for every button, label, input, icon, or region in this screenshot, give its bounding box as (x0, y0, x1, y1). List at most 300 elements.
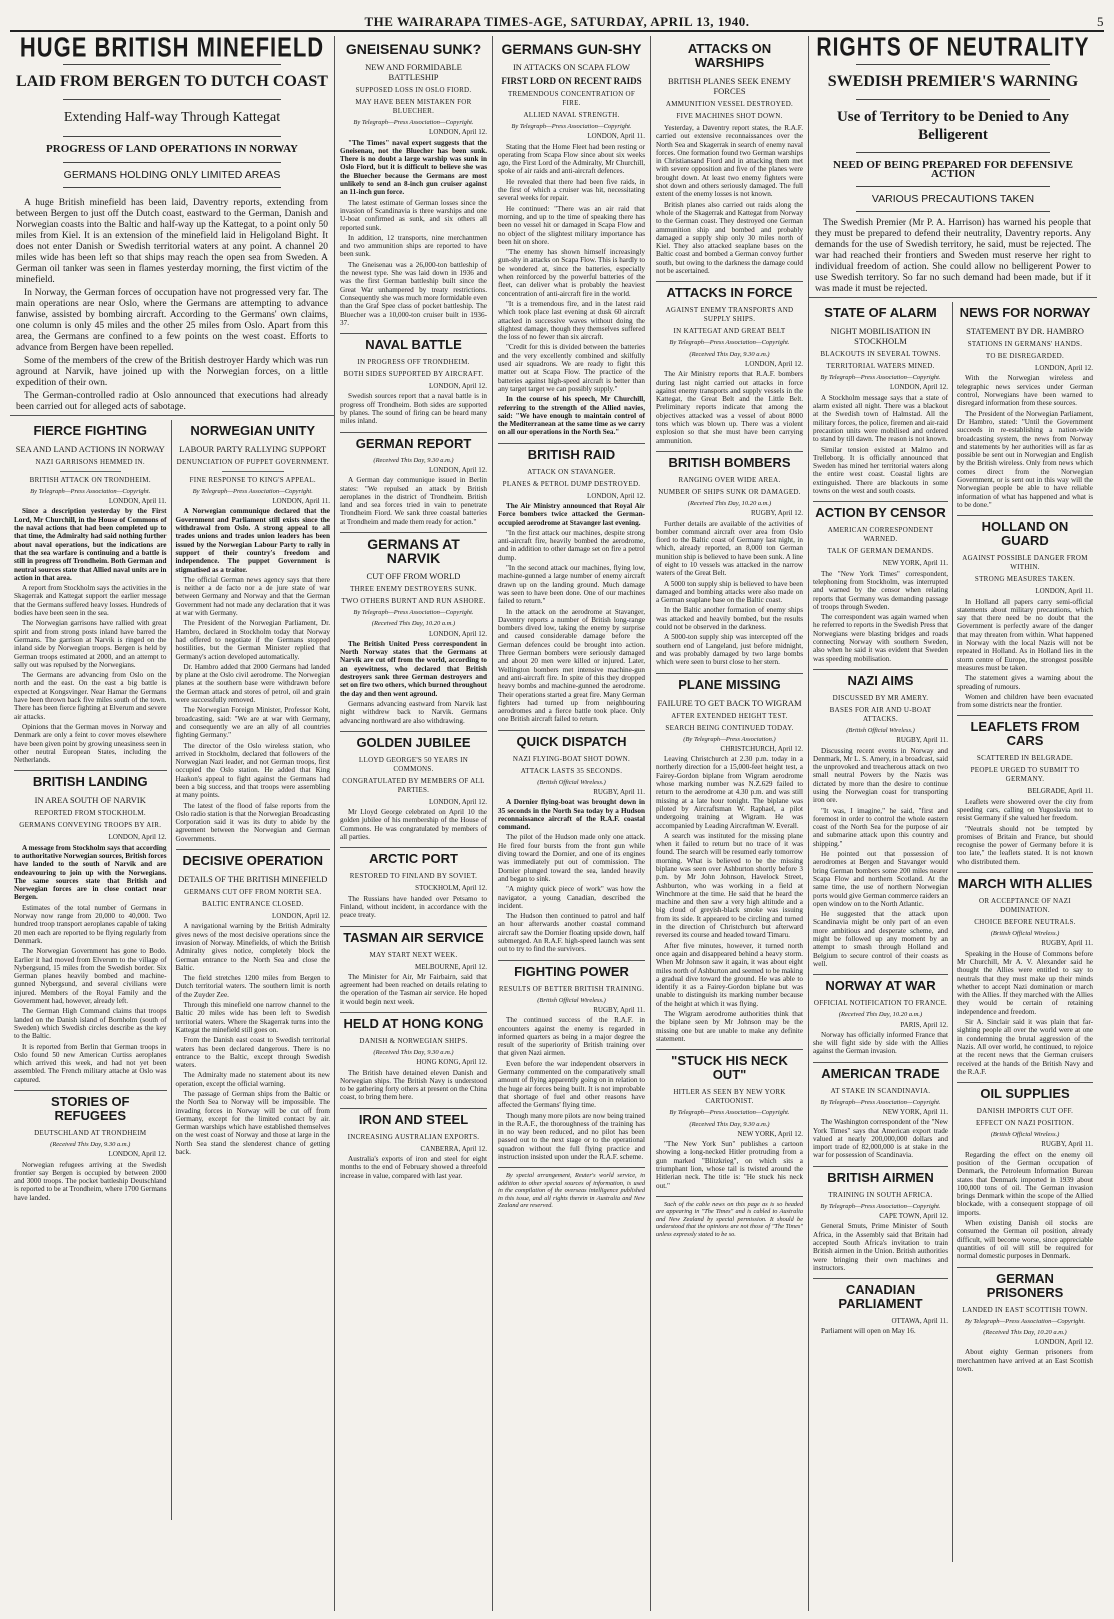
hongkong-sub1: DANISH & NORWEGIAN SHIPS. (359, 1037, 468, 1045)
dateline: NEW YORK, April 12. (737, 1129, 803, 1138)
article-british-airmen (813, 1171, 948, 1279)
paragraph: "A mighty quick piece of work" was how the navigator, a young Canadian, described the incident. (498, 885, 645, 910)
paragraph: After five minutes, however, it turned north once again and disappeared behind a heavy storm. When Mr Johnson saw it again, it was about eight miles north of Ashburton and seemed to be making a gradual dive toward the ground. He was able to identify it as a Fairey-Gordon biplane but was unable to distinguish its marking number because of the height at which it was flying. (656, 941, 803, 1008)
quick-sub1: NAZI FLYING-BOAT SHOT DOWN. (512, 754, 631, 763)
page-number: 5 (1097, 14, 1104, 29)
article-golden-jubilee (340, 736, 487, 848)
prisoners-sub1: LANDED IN EAST SCOTTISH TOWN. (962, 1305, 1088, 1314)
headline-trade: AMERICAN TRADE (821, 1065, 940, 1081)
paragraph: Parliament will open on May 16. (821, 1327, 916, 1336)
received: (Received This Day, 9.30 a.m.) (373, 1049, 454, 1056)
paragraph: The latest of the flood of false reports from the Oslo radio station is that the Norwegian Broadcasting Corporation said it was its duty to abide by the agreement between the Norwegian and German Governments. (175, 801, 330, 843)
rule (856, 64, 1049, 65)
dateline: RUGBY, April 11. (593, 1005, 645, 1014)
dateline: CAPE TOWN, April 12. (879, 1212, 948, 1221)
subcolumn-left (809, 302, 953, 1562)
article-minefield (10, 36, 334, 416)
decisive-sub3: BALTIC ENTRANCE CLOSED. (202, 900, 304, 909)
byline: By Telegraph—Press Association—Copyright. (669, 1109, 790, 1117)
article-attacks-in-force (656, 286, 803, 452)
paragraph: "The Times" naval expert suggests that the Gneisenau, not the Bluecher has been sunk. There is no doubt a large warship was sunk in Oslo Fiord, but it is difficult to believe she was the Bluecher because the Germans are most unlikely to send an 8-inch gun cruiser against an 11-inch gun force. (340, 138, 487, 197)
headline-canadian: CANADIAN PARLIAMENT (838, 1282, 923, 1312)
article-norwegian-unity (176, 424, 331, 850)
paragraph: Swedish sources report that a naval battle is in progress off Trondheim. Both sides are supported by planes. The sound of firing can be heard many miles inland. (340, 392, 487, 426)
article-british-bombers (656, 456, 803, 674)
minefield-sub1: LAID FROM BERGEN TO DUTCH COAST (16, 73, 328, 91)
byline: (British Official Wireless.) (990, 1131, 1060, 1139)
paragraph: The latest estimate of German losses since the invasion of Scandinavia is three warships and one U-boat confirmed as sunk, and six others all reported sunk. (340, 198, 487, 232)
paragraph: "Neutrals should not be tempted by promises of Britain and France, but should recognise the power of Germany before it is too late," the leaflets stated. It is not known who distributed them. (957, 824, 1093, 866)
fierce-sub1: SEA AND LAND ACTIONS IN NORWAY (15, 443, 165, 454)
paragraph: In Norway, the German forces of occupation have not progressed very far. The main operations are near Oslo, where the Germans are attempting to advance fanwise, assisted by bombing aircraft. According to the Germans' own claims, one column is only 45 miles and the other 25 miles from Oslo. Apart from this area, the Germans are confined to a few points on the west coast. Efforts to advance from Bergen have been repelled. (16, 287, 328, 353)
gunshy-sub3: TREMENDOUS CONCENTRATION OF FIRE. (507, 90, 636, 107)
gneisenau-sub2: SUPPOSED LOSS IN OSLO FIORD. (355, 86, 472, 94)
article-fierce-fighting (14, 424, 167, 772)
missing-sub3: SEARCH BEING CONTINUED TODAY. (665, 723, 794, 732)
masthead-title: THE WAIRARAPA TIMES-AGE, SATURDAY, APRIL 13, 1940. (364, 14, 750, 29)
dateline: LONDON, April 12. (272, 912, 330, 921)
paragraph: Though many more pilots are now being trained in the R.A.F., the thoroughness of the training has in no way been reduced, and no pilot has been passed out to the next stage or to the operational squadron without the full flying practice and instruction insisted upon under the R.A.F. scheme. (498, 1111, 645, 1161)
paragraph: Yesterday, a Daventry report states, the R.A.F. carried out extensive reconnaissances over the North Sea and Skagerrak in search of enemy naval forces. One formation found two German warships in Christiansand Fiord and in attacking them met with severe opposition and five of the planes were brought down. At least two enemy fighters were shot down and others seriously damaged. The full extent of the enemy losses is not known. (656, 124, 803, 199)
paragraph: The continued success of the R.A.F. in encounters against the enemy is regarded in informed quarters as being in a major degree the result of the superiority of British training over that given Nazi airmen. (498, 1016, 645, 1058)
byline: By Telegraph—Press Association—Copyright. (353, 608, 474, 616)
headline-censor: ACTION BY CENSOR (815, 505, 946, 521)
dateline: LONDON, April 12. (429, 382, 487, 391)
headline-nazi-aims: NAZI AIMS (847, 672, 914, 688)
columns (10, 36, 1104, 1611)
news-norway-sub2: STATIONS IN GERMANS' HANDS. (967, 340, 1083, 349)
byline: By Telegraph—Press Association—Copyright. (964, 1317, 1086, 1325)
paragraph: "The New York Sun" publishes a cartoon showing a long-necked Hitler protruding from a gun marked "Blitzkrieg", on which sits a triumphant lion, whose tail is twisted around the Hitlerian neck. The title is: "He stuck his neck out." (656, 1140, 803, 1190)
dateline: LONDON, April 11. (1035, 587, 1093, 596)
paragraph: Through this minefield one narrow channel to the Baltic 20 miles wide has been left to Swedish territorial waters. Where the Skagerrak turns into the Kattegat the minefield still goes on. (175, 1001, 330, 1034)
masthead (10, 8, 1104, 32)
paragraph: A German day communique issued in Berlin states: "We repulsed an attack by British aeroplanes in the district of Trondheim. British land and sea forces tried in vain to penetrate Trondheim Fiord. We sank three coastal batteries at Trondheim and made them ready for action." (340, 476, 487, 526)
paragraph: Sir A. Sinclair said it was plain that far-sighting people all over the world were at one in condemning the brutal aggression of the Nazis. All over world, he continued, to rejoice at the recent news that the German cruisers received at the hands of the British Navy and the R.A.F. (957, 1018, 1093, 1076)
byline: By Telegraph—Press Association—Copyright. (30, 487, 151, 495)
paragraph: Regarding the effect on the enemy oil position of the German occupation of Denmark, the Petroleum Information Bureau states that Denmark imported in 1939 about 100,000 tons of oil. The German invasion brings Denmark within the scope of the Allied blockade, with a consequent stoppage of oil imports. (957, 1150, 1093, 1217)
paragraph: Opinions that the German moves in Norway and Denmark are only a feint to cover moves elsewhere have been given point by growing uneasiness seen in other neutral European States, including the Netherlands. (14, 722, 167, 765)
fierce-sub3: BRITISH ATTACK ON TRONDHEIM. (29, 475, 151, 484)
dateline: CANBERRA, April 12. (420, 1144, 487, 1153)
article-oil-supplies (957, 1087, 1093, 1267)
missing-sub1: FAILURE TO GET BACK TO WIGRAM (657, 697, 802, 708)
neutrality-sub4: VARIOUS PRECAUTIONS TAKEN (871, 192, 1035, 205)
gunshy-sub2: FIRST LORD ON RECENT RAIDS (501, 76, 642, 86)
paragraph: The Washington correspondent of the "New York Times" says that American export trade valued at nearly 200,000,000 dollars and import trade of 82,000,000 is at stake in the war for possession of Scandinavia. (813, 1118, 948, 1160)
dateline: RUGBY, April 12. (751, 509, 803, 518)
headline-naval-battle: NAVAL BATTLE (365, 337, 462, 353)
article-germans-at-narvik (340, 537, 487, 732)
paragraph: By special arrangement, Reuter's world service, in addition to other special sources of information, is used in the compilation of the overseas intelligence published in this issue, and all rights therein in Australia and New Zealand are reserved. (498, 1172, 645, 1209)
dateline: LONDON, April 11. (108, 497, 167, 506)
rule (63, 64, 281, 65)
paragraph: "The enemy has shown himself increasingly gun-shy in attacks on Scapa Flow. This is hardly to be wondered at, since the batteries, especially when reinforced by the powerful batteries of the fleet, can deliver what is probably the heaviest concentration of anti-aircraft fire in the world. (498, 248, 645, 298)
landing-sub3: GERMANS CONVEYING TROOPS BY AIR. (19, 821, 162, 830)
byline: (British Official Wireless.) (990, 930, 1060, 938)
headline-leaflets: LEAFLETS FROM CARS (970, 719, 1080, 749)
holland-sub1: AGAINST POSSIBLE DANGER FROM WITHIN. (962, 554, 1088, 572)
paragraph: Mr Lloyd George celebrated on April 10 the golden jubilee of his membership of the House of Commons. He was congratulated by members of all parties. (340, 808, 487, 842)
article-naval-battle (340, 338, 487, 432)
dateline: LONDON, April 12. (108, 833, 167, 842)
headline-norwegian-unity: NORWEGIAN UNITY (190, 422, 316, 438)
paragraph: The British United Press correspondent in North Norway states that the Germans at Narvik are cut off from the world, according to an eyewitness, who declared that British destroyers sank three German destroyers and set on fire two others, which burned throughout the day and then went aground. (340, 639, 487, 698)
headline-airmen: BRITISH AIRMEN (827, 1169, 934, 1185)
paragraph: He suggested that the attack upon Scandinavia might be only part of an even more ambitious and desperate scheme, and might be followed up any moment by an attempt to smash through Holland and Belgium to secure control of their coasts as well. (813, 910, 948, 968)
leaflets-sub2: PEOPLE URGED TO SUBMIT TO GERMANY. (970, 766, 1080, 784)
dateline: RUGBY, April 11. (896, 736, 948, 745)
paragraph: A search was instituted for the missing plane when it failed to return but no trace of it was found. The search will be resumed early tomorrow morning. What is believed to be the missing biplane was seen over Ashburton shortly before 3 p.m. by Mr John Johnson, Havelock Street, Ashburton, who was working in a field at Winchmore at the time. He said that he heard the machine and then saw a very high altitude and a big cloud of greyish-black smoke was issuing from its side. It appeared to be circling and turned in the direction of Christchurch but afterward reversed its course and headed toward Timaru. (656, 831, 803, 940)
article-british-raid (498, 448, 645, 731)
byline: (British Official Wireless.) (537, 996, 606, 1004)
dateline: LONDON, April 11. (272, 497, 330, 506)
paragraph: Leaflets were showered over the city from speeding cars, calling on Yugoslavia not to resist Germany if she valued her freedom. (957, 797, 1093, 823)
article-german-prisoners (957, 1272, 1093, 1374)
alarm-sub1: NIGHT MOBILISATION IN STOCKHOLM (830, 326, 931, 347)
dateline: LONDON, April 12. (745, 359, 803, 368)
dateline: RUGBY, April 11. (1041, 939, 1093, 948)
narvik-sub1: CUT OFF FROM WORLD (366, 570, 461, 581)
subcolumn-right (953, 302, 1097, 1562)
article-tasman (340, 931, 487, 1013)
paragraph: The British have detained eleven Danish and Norwegian ships. The British Navy is understood to be gathering forty others at present on the China coast, to bring them here. (340, 1068, 487, 1102)
rule (856, 211, 1049, 212)
paragraph: When existing Danish oil stocks are consumed the German oil position, already difficult, will become worse, since appreciable quantities of oil will still be required for normal domestic purposes in Denmark. (957, 1219, 1093, 1261)
neutrality-sub3: NEED OF BEING PREPARED FOR DEFENSIVE ACTION (833, 159, 1073, 180)
paragraph: A Norwegian communique declared that the Government and Parliament still exists since the withdrawal from Oslo. A strong appeal to all trades unions and trades union leaders has been issued by the Norwegian Labour Party to rally in support of their country's freedom and independence. The puppet Government is stigmatised as a traitor. (175, 507, 330, 574)
headline-iron: IRON AND STEEL (358, 1111, 469, 1127)
headline-stuck: "STUCK HIS NECK OUT" (671, 1053, 788, 1083)
headline-refugees: STORIES OF REFUGEES (51, 1094, 130, 1123)
headline-fighting: FIGHTING POWER (514, 963, 629, 979)
norway-war-sub1: OFFICIAL NOTIFICATION TO FRANCE. (813, 999, 948, 1008)
headline-prisoners: GERMAN PRISONERS (986, 1270, 1064, 1300)
dateline: LONDON, April 12. (108, 1150, 167, 1159)
raid-sub1: ATTACK ON STAVANGER. (527, 467, 616, 476)
minefield-sub2: Extending Half-way Through Kattegat (63, 110, 281, 126)
paragraph: The pilot of the Hudson made only one attack. He fired four bursts from the front gun while diving toward the Dornier, and one of its engines was immediately put out of commission. The Dornier plunged toward the sea, landed heavily and began to sink. (498, 833, 645, 883)
headline-norway-war: NORWAY AT WAR (825, 978, 936, 994)
column-gunshy (493, 36, 651, 1611)
headline-decisive-operation: DECISIVE OPERATION (182, 853, 324, 869)
dateline: LONDON, April 12. (429, 797, 487, 806)
article-decisive-operation (176, 854, 331, 1156)
dateline: CHRISTCHURCH, April 12. (720, 744, 803, 753)
received: (Received This Day, 9.30 a.m.) (689, 1120, 770, 1128)
paragraph: The field stretches 1200 miles from Bergen to Dutch territorial waters. The southern limit is north of the Zuyder Zee. (175, 974, 330, 999)
byline: By Telegraph—Press Association—Copyright. (669, 339, 790, 347)
paragraph: Some of the members of the crew of the British destroyer Hardy which was run aground at Narvik, have joined up with the Norwegian forces, on a little expedition of their own. (16, 355, 328, 388)
article-gneisenau (340, 42, 487, 334)
column-warships (651, 36, 809, 1611)
censor-sub2: TALK OF GERMAN DEMANDS. (827, 547, 934, 556)
iron-sub1: INCREASING AUSTRALIAN EXPORTS. (347, 1132, 480, 1141)
article-state-of-alarm (813, 306, 948, 502)
paragraph: In the Baltic another formation of enemy ships was attacked and heavily bombed, but the results could not be observed in the darkness. (656, 606, 803, 632)
footnote-times (656, 1201, 803, 1238)
subcolumn-left (10, 420, 172, 1520)
paragraph: The director of the Oslo wireless station, who arrived in Stockholm, declared that followers of the Norwegian Nazi leader, and not German troops, first occupied the Oslo station. He added that King Haakon's appeal to fight against the Germans had been a big success, and that troops were assembling at many points. (175, 741, 330, 800)
paragraph: A 5000-ton supply ship was intercepted off the southern end of Langeland, just before midnight, and was probably damaged by two large bombs which were seen to burst close to her stern. (656, 633, 803, 667)
stuck-sub1: HITLER AS SEEN BY NEW YORK CARTOONIST. (673, 1088, 786, 1106)
dateline: LONDON, April 12. (1035, 1338, 1093, 1347)
paragraph: The statement gives a warning about the spreading of rumours. (957, 674, 1093, 691)
paragraph: Germans advancing eastward from Narvik last night withdrew back to Narvik. Germans advancing northward are also withdrawing. (340, 699, 487, 725)
warships-sub2: AMMUNITION VESSEL DESTROYED. (665, 100, 794, 108)
paragraph: "In the second attack our machines, flying low, machine-gunned a large number of enemy aircraft drawn up on the landing ground. Much damage was seen to have been done. One of our machines failed to return." (498, 564, 645, 606)
paragraph: In the attack on the aerodrome at Stavanger, Daventry reports a number of British long-range bombers dived low, taking the enemy by surprise and caused considerable damage before the German defences could be brought into action. Three German bombers were seriously damaged and about 20 men were killed or injured. Later, Wellington bombers met intensive machine-gun and anti-aircraft fire. In spite of this they dropped heavy bombs and machine-gunned the aerodrome. Their operations started a great fire. Many German fighters had turned up from neighbouring aerodromes and a fierce battle took place. Only one British aircraft failed to return. (498, 607, 645, 724)
paragraph: Since a description yesterday by the First Lord, Mr Churchill, in the House of Commons of the naval actions that had been completed up to that time, the Admiralty had said nothing further about naval operations, but the indications are that the sea warfare is continuing and a battle is still in progress off Trondheim. Both German and neutral sources state that Allied naval units are in action in that area. (14, 507, 167, 582)
byline: (British Official Wireless.) (846, 726, 915, 734)
article-attacks-warships (656, 42, 803, 282)
landing-sub2: REPORTED FROM STOCKHOLM. (34, 809, 146, 818)
march-sub1: OR ACCEPTANCE OF NAZI DOMINATION. (979, 897, 1071, 915)
headline-minefield: HUGE BRITISH MINEFIELD (19, 36, 325, 63)
paragraph: Dr. Hambro added that 2000 Germans had landed by plane at the Oslo civil aerodrome. The Norwegian planes at the southern base were withdrawn before the German attack and stores of petrol, oil and grain were successfully removed. (175, 662, 330, 705)
paragraph: He pointed out that possession of aerodromes at Bergen and Stavanger would bring German bombers some 200 miles nearer Scapa Flow and northern Scotland. At the same time, the use of northern Norwegian ports would give German commerce raiders an open window on to the North Atlantic. (813, 850, 948, 908)
paragraph: The German High Command claims that troops landed on the Danish island of Bornholm (south of Sweden) which Swedish circles describe as the key to the Baltic. (14, 1007, 167, 1041)
headline-british-landing: BRITISH LANDING (32, 774, 148, 790)
headline-narvik: GERMANS AT NARVIK (367, 535, 460, 566)
oil-sub2: EFFECT ON NAZI POSITION. (975, 1119, 1075, 1128)
bombers-sub2: NUMBER OF SHIPS SUNK OR DAMAGED. (658, 487, 801, 496)
paragraph: The Hudson then continued to patrol and half an hour afterwards another coastal command aircraft saw the Dornier floating upside down, half submerged. An R.A.F. high-speed launch was sent out to try to find the survivors. (498, 912, 645, 954)
footnote-reuters (498, 1172, 645, 1209)
dateline: LONDON, April 12. (429, 128, 487, 137)
nazi-sub2: BASES FOR AIR AND U-BOAT ATTACKS. (829, 705, 932, 723)
article-norway-at-war (813, 979, 948, 1062)
headline-german-report: GERMAN REPORT (355, 435, 472, 451)
jubilee-sub1: LLOYD GEORGE'S 50 YEARS IN COMMONS. (358, 755, 469, 773)
article-neutrality (809, 36, 1097, 298)
article-american-trade (813, 1067, 948, 1167)
article-german-report (340, 437, 487, 533)
holland-sub2: STRONG MEASURES TAKEN. (974, 575, 1076, 584)
airmen-sub1: TRAINING IN SOUTH AFRICA. (828, 1190, 933, 1199)
headline-oil: OIL SUPPLIES (980, 1086, 1070, 1102)
paragraph: It is reported from Berlin that German troops in Oslo found 50 new American Curtiss aeroplanes which arrived this week, and had not yet been assembled. The French military attache at Oslo was captured. (14, 1042, 167, 1084)
paragraph: A 5000 ton supply ship is believed to have been damaged and bombing attacks were also made on a German seaplane base on the Baltic coast. (656, 579, 803, 605)
headline-raid: BRITISH RAID (527, 446, 616, 462)
neutrality-sub1: SWEDISH PREMIER'S WARNING (827, 73, 1079, 91)
headline-arctic: ARCTIC PORT (369, 851, 458, 867)
force-sub2: IN KATTEGAT AND GREAT BELT (673, 327, 786, 336)
paragraph: The Air Ministry reports that R.A.F. bombers during last night carried out attacks in force against enemy transports and supply vessels in the Kattegat, the Great Belt and the Little Belt. Preliminary reports indicate that among the objectives attacked was a vessel of about 8000 tons which was blown up. There was a violent explosion so that she must have been carrying ammunition. (656, 370, 803, 445)
paragraph: General Smuts, Prime Minister of South Africa, in the Assembly said that Britain had accepted South Africa's invitation to train British airmen in the Union. British authorities were bringing their own machines and instructors. (813, 1222, 948, 1272)
headline-fierce-fighting: FIERCE FIGHTING (33, 422, 147, 438)
article-plane-missing (656, 678, 803, 1051)
minefield-sub4: GERMANS HOLDING ONLY LIMITED AREAS (63, 168, 281, 181)
dateline: LONDON, April 12. (1035, 364, 1093, 373)
rule (63, 99, 281, 100)
column-neutrality (809, 36, 1097, 1611)
raid-sub2: PLANES & PETROL DUMP DESTROYED. (502, 479, 641, 488)
dateline: LONDON, April 12. (890, 383, 948, 392)
column-gneisenau (335, 36, 493, 1611)
fierce-sub2: NAZI GARRISONS HEMMED IN. (35, 457, 145, 466)
minefield-subcolumns (10, 420, 334, 1520)
received: (Received This Day, 9.30 a.m.) (689, 350, 770, 358)
nazi-sub1: DISCUSSED BY MR AMERY. (832, 693, 929, 702)
unity-sub3: FINE RESPONSE TO KING'S APPEAL. (189, 475, 316, 484)
received: (Received This Day, 9.30 a.m.) (50, 1141, 131, 1148)
headline-bombers: BRITISH BOMBERS (668, 454, 791, 470)
headline-news-norway: NEWS FOR NORWAY (959, 305, 1091, 321)
dateline: LONDON, April 12. (429, 465, 487, 474)
paragraph: Norway has officially informed France that she will fight side by side with the Allies against the German invasion. (813, 1030, 948, 1056)
headline-gunshy: GERMANS GUN-SHY (501, 41, 642, 57)
gunshy-sub1: IN ATTACKS ON SCAPA FLOW (512, 62, 631, 72)
headline-alarm: STATE OF ALARM (824, 305, 937, 321)
missing-sub2: AFTER EXTENDED HEIGHT TEST. (671, 711, 788, 720)
gunshy-sub4: ALLIED NAVAL STRENGTH. (523, 111, 620, 119)
narvik-sub2: THREE ENEMY DESTROYERS SUNK. (350, 584, 477, 593)
subcolumn-right (172, 420, 335, 1520)
paragraph: He continued: "There was an air raid that morning, and up to the time of speaking there has been no vessel hit or damaged in Scapa Flow and no object of the slightest military importance has been hit on shore. (498, 204, 645, 246)
byline: By Telegraph—Press Association—Copyright. (820, 1098, 941, 1106)
paragraph: A Stockholm message says that a state of alarm existed all night. There was a blackout at the Swedish town of Halmstad. All the military forces, the police, firemen and air-raid precaution units were mobilised and ordered to stand by till dawn. The reason is not known. (813, 393, 948, 444)
article-refugees (14, 1095, 167, 1202)
headline-neutrality: RIGHTS OF NEUTRALITY (816, 36, 1090, 62)
rule (856, 99, 1049, 100)
byline: (British Official Wireless.) (537, 778, 606, 786)
rule (63, 136, 281, 137)
paragraph: In addition, 12 transports, nine merchantmen and two ammunition ships are reported to have been sunk. (340, 233, 487, 259)
narvik-sub3: TWO OTHERS BURNT AND RUN ASHORE. (341, 596, 486, 605)
paragraph: From the Danish east coast to Swedish territorial waters has been declared dangerous. There is no entrance to the Baltic, except through Swedish waters. (175, 1036, 330, 1070)
article-stuck-neck (656, 1054, 803, 1197)
paragraph: Discussing recent events in Norway and Denmark, Mr L. S. Amery, in a broadcast, said the unprovoked and treacherous attack on two small neutral Powers by the Nazis was dictated by more than the desire to continue using the Norwegian coast for transporting iron ore. (813, 746, 948, 805)
dateline: PARIS, April 12. (900, 1020, 948, 1029)
article-news-for-norway (957, 306, 1093, 516)
dateline: NEW YORK, April 11. (882, 559, 948, 568)
quick-sub2: ATTACK LASTS 35 SECONDS. (520, 766, 623, 775)
article-nazi-aims (813, 674, 948, 975)
dateline: HONG KONG, April 12. (416, 1058, 487, 1067)
rule (222, 471, 284, 472)
headline-tasman: TASMAN AIR SERVICE (343, 929, 484, 945)
paragraph: Even before the war independent observers in Germany commented on the comparatively small amount of flying apparently going on in relation to the huge air forces being built. It is not improbable that shortage of fuel and other reasons have affected the Germans' flying time. (498, 1059, 645, 1110)
minefield-body (16, 198, 328, 413)
byline: By Telegraph—Press Association—Copyright. (353, 119, 474, 126)
article-quick-dispatch (498, 735, 645, 961)
dateline: BELGRADE, April 11. (1027, 787, 1093, 796)
paragraph: The German-controlled radio at Oslo announced that executions had already been carried out for alleged acts of sabotage. (16, 390, 328, 412)
byline: By Telegraph—Press Association—Copyright. (192, 487, 313, 495)
dateline: RUGBY, April 11. (1041, 1140, 1093, 1149)
paragraph: "In the first attack our machines, despite strong anti-aircraft fire, heavily bombed the aerodrome, and in addition to other damage set on fire a petrol dump. (498, 528, 645, 562)
unity-sub2: DENUNCIATION OF PUPPET GOVERNMENT. (176, 457, 329, 466)
paragraph: The Swedish Premier (Mr P. A. Harrison) has warned his people that they must be prepared to defend their neutrality, Daventry reports. Any demands for the use of Swedish territory, he said, must be rejected. The war had reached their frontiers and Sweden must reserve her right to individual freedom of action. She could allow no belligerent Power to use Swedish territory. So far no such demand had been made, but if it was made it must be rejected. (815, 218, 1091, 295)
paragraph: A message from Stockholm says that according to authoritative Norwegian sources, British forces have landed to the south of Narvik and are endeavouring to join up with the Norwegians. The same sources state that British and Norwegian forces are in close contact near Bergen. (14, 843, 167, 902)
paragraph: The Wigram aerodrome authorities think that the biplane seen by Mr Johnson may be the missing one but are unable to make any definite statement. (656, 1010, 803, 1043)
byline: By Telegraph—Press Association—Copyright. (820, 374, 941, 382)
paragraph: Similar tension existed at Malmo and Trelleborg. It is officially announced that Sweden has mined her territorial waters along the entire west coast. Coastal lights are extinguished. There are blackouts in some towns on the west and south coasts. (813, 445, 948, 496)
paragraph: The Gneisenau was a 26,000-ton battleship of the newest type. She was laid down in 1936 and was the first German battleship built since the Great War unhampered by treaty restrictions. Consequently she was much more formidable even than the Graf Spee class of pocket battleship. The Bluecher was a 10,000-ton cruiser built in 1936-37. (340, 260, 487, 327)
leaflets-sub1: SCATTERED IN BELGRADE. (976, 754, 1074, 763)
warships-sub1: BRITISH PLANES SEEK ENEMY FORCES (667, 76, 792, 96)
paragraph: A navigational warning by the British Admiralty gives news of the most decisive operations since the invasion of Norway. Minefields, of which the British Admiralty gives notice, completely block the German entrance to the North Sea and close the Baltic. (175, 922, 330, 972)
alarm-sub2: BLACKOUTS IN SEVERAL TOWNS. (820, 350, 941, 359)
received: (Received This Day, 10.20 a.m.) (838, 1011, 923, 1019)
paragraph: The Russians have handed over Petsamo to Finland, without incident, in accordance with the peace treaty. (340, 894, 487, 920)
paragraph: Such of the cable news on this page as is so headed are appearing in "The Times" and is cabled to Australia and New Zealand by special permission. It should be understood that the opinions are not those of "The Times" unless expressly stated to be so. (656, 1200, 803, 1238)
decisive-sub2: GERMANS CUT OFF FROM NORTH SEA. (184, 888, 322, 897)
paragraph: The passage of German ships from the Baltic or the North Sea to Norway will be impossible. The invading forces in Norway will be cut off from Germany, except for the limited contact by air. German warships which have established themselves on the west coast of Norway and those at large in the North Sea stand the slenderest chance of getting back. (175, 1090, 330, 1157)
paragraph: "It was, I imagine," he said, "first and foremost in order to control the whole eastern coast of the North Sea for the purpose of air and submarine attack upon this country and shipping." (813, 806, 948, 848)
paragraph: A Dornier flying-boat was brought down in 35 seconds in the North Sea today by a Hudson reconnaissance aircraft of the R.A.F. coastal command. (498, 798, 645, 832)
paragraph: The "New York Times" correspondent, telephoning from Stockholm, was interrupted and warned by the censor when relating reports that Germany was demanding passage of troops through Sweden. (813, 569, 948, 611)
unity-sub1: LABOUR PARTY RALLYING SUPPORT (179, 443, 327, 454)
article-canadian-parliament (813, 1283, 948, 1336)
paragraph: In Holland all papers carry semi-official statements about military precautions, which say that there need be no doubt that the Government is perfectly aware of the danger that may threaten from within. What happened in Norway with the local Nazis will not be repeated in Holland. As in Holland lies in the storm centre of Europe, the strongest possible measures must be taken. (957, 597, 1093, 672)
paragraph: The Air Ministry announced that Royal Air Force bombers twice attacked the German-occupied aerodrome at Stavanger last evening. (498, 501, 645, 527)
warships-sub3: FIVE MACHINES SHOT DOWN. (676, 112, 783, 120)
article-march-with-allies (957, 877, 1093, 1083)
article-action-by-censor (813, 506, 948, 670)
tasman-sub1: MAY START NEXT WEEK. (369, 950, 458, 959)
naval-sub1: IN PROGRESS OFF TRONDHEIM. (357, 358, 470, 367)
paragraph: The Norwegian Government has gone to Bodo. Earlier it had moved from Elverum to the village of Nybergsund, 15 miles from the Swedish border. Six German planes heavily bombed and machine-gunned Nybergsund, and several civilians were injured. Members of the Royal Family and the Government had, however, already left. (14, 947, 167, 1006)
naval-sub2: BOTH SIDES SUPPORTED BY AIRCRAFT. (343, 370, 484, 379)
article-fighting-power (498, 965, 645, 1169)
headline-missing: PLANE MISSING (678, 676, 781, 692)
paragraph: The Norwegian garrisons have rallied with great spirit and from strong posts inland have barred the Germans. The garrison at Narvik is ringed on the inland side by Norwegian troops. Bergen is held by German troops estimated at 2000, and an attempt to sally out was repulsed by the Norwegians. (14, 619, 167, 669)
decisive-sub1: DETAILS OF THE BRITISH MINEFIELD (178, 874, 328, 885)
rule (63, 187, 281, 188)
article-arctic-port (340, 852, 487, 926)
rule (63, 162, 281, 163)
headline-hongkong: HELD AT HONG KONG (343, 1016, 484, 1031)
arctic-sub1: RESTORED TO FINLAND BY SOVIET. (349, 872, 478, 881)
paragraph: In the course of his speech, Mr Churchill, referring to the strength of the Allied navies, said: "We have enough to maintain control of the Mediterranean at the same time as we carry on all our operations in the North Sea." (498, 395, 645, 437)
neutrality-body (815, 218, 1091, 295)
article-hong-kong (340, 1017, 487, 1109)
dateline: LONDON, April 12. (429, 629, 487, 638)
paragraph: A huge British minefield has been laid, Daventry reports, extending from between Bergen to just off the Dutch coast, eastward to the German, Danish and Norwegian coasts into the Baltic and half-way up the Kattegat, to a point only 50 miles from Kiel. It is an extension of the minefield laid in Heligoland Bight. It does not enter Danish or Swedish territorial waters at any point. A channel 20 miles wide has been left so that ships may reach the open sea from Sweden. A German oil tanker was seen in flames yesterday morning, the first victim of the minefield. (16, 197, 328, 285)
received: (Received This Day, 9.30 a.m.) (373, 456, 454, 464)
fighting-sub1: RESULTS OF BETTER BRITISH TRAINING. (498, 984, 645, 993)
byline: By Telegraph—Press Association—Copyright. (511, 123, 632, 130)
paragraph: The Norwegian Foreign Minister, Professor Koht, broadcasting, said: "We are at war with Germany, and consequently we are an ally of all countries fighting Germany." (175, 706, 330, 740)
paragraph: The official German news agency says that there is neither a de facto nor a de jure state of war between Germany and Norway and that the German Government had not made any declaration that it was at war with Germany. (175, 575, 330, 618)
march-sub2: CHOICE BEFORE NEUTRALS. (974, 918, 1076, 927)
paragraph: Stating that the Home Fleet had been resting or operating from Scapa Flow since about six weeks ago, the First Lord of the Admiralty, Mr Churchill, spoke of air raids and anti-aircraft defences. (498, 142, 645, 176)
paragraph: "Credit for this is divided between the batteries and the very excellently combined and skilfully used air squadrons. We are ready to fight this matter out at Scapa Flow. The practice of the batteries against high-speed aircraft is better than any target target we can possibly supply." (498, 343, 645, 393)
headline-quick: QUICK DISPATCH (516, 733, 627, 749)
force-sub1: AGAINST ENEMY TRANSPORTS AND SUPPLY SHIPS. (665, 306, 794, 324)
dateline: STOCKHOLM, April 12. (415, 884, 487, 893)
paragraph: The Minister for Air, Mr Fairbairn, said that agreement had been reached on details relating to the operation of the Tasman air service. He hoped it would begin next week. (340, 972, 487, 1006)
paragraph: A report from Stockholm says the activities in the Skagerrak and Kattegat support the earlier message that the Germans suffered heavy losses. Hundreds of bodies have been seen in the sea. (14, 584, 167, 618)
paragraph: "It is a tremendous fire, and in the latest raid which took place last evening at dusk 60 aircraft attacked in successive waves without doing the slightest damage, though they themselves suffered the loss of no fewer than six aircraft. (498, 299, 645, 342)
headline-gneisenau: GNEISENAU SUNK? (345, 41, 482, 57)
byline: By Telegraph—Press Association—Copyright. (820, 1202, 941, 1210)
dateline: LONDON, April 11. (587, 132, 645, 141)
gneisenau-sub3: MAY HAVE BEEN MISTAKEN FOR BLUECHER. (355, 98, 472, 115)
column-minefield (10, 36, 335, 1611)
article-leaflets (957, 720, 1093, 873)
refugees-sub1: DEUTSCHLAND AT TRONDHEIM (34, 1129, 147, 1137)
rule (856, 152, 1049, 153)
received: (Received This Day, 10.20 a.m.) (983, 1328, 1067, 1336)
dateline: NEW YORK, April 11. (882, 1108, 948, 1116)
jubilee-sub2: CONGRATULATED BY MEMBERS OF ALL PARTIES. (342, 776, 485, 794)
landing-sub1: IN AREA SOUTH OF NARVIK (34, 795, 146, 806)
headline-holland: HOLLAND ON GUARD (981, 519, 1069, 549)
dateline: LONDON, April 12. (587, 491, 645, 500)
